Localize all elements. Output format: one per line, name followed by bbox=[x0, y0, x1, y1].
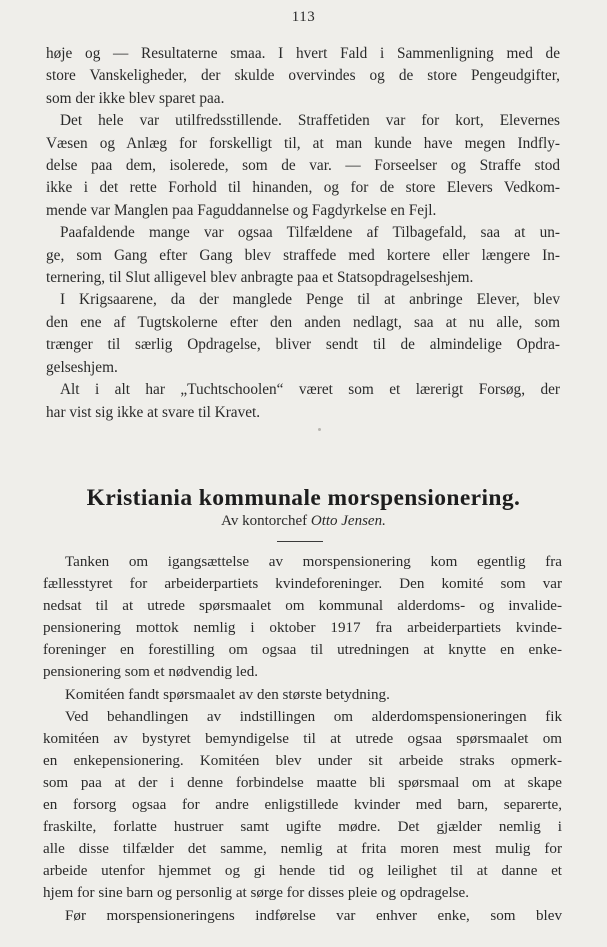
article-body bbox=[43, 551, 562, 927]
text-line: har vist sig ikke at svare til Kravet. bbox=[46, 403, 261, 421]
text-line: Ved behandlingen av indstillingen om alderdomspensioneringen fik bbox=[65, 708, 562, 725]
text-line: ge, som Gang efter Gang blev straffede med kortere eller længere In- bbox=[46, 246, 560, 264]
text-line: hjem for sine barn og personlig at sørge for disses pleie og opdragelse. bbox=[43, 885, 470, 902]
text-line: fællesstyret for arbeiderpartiets kvindeforeninger. Den komité som var bbox=[43, 576, 562, 593]
print-speck bbox=[318, 428, 321, 431]
text-line: alle disse tilfælder det samme, nemlig at frita moren mest mulig for bbox=[43, 841, 562, 858]
text-line: en forsorg ogsaa for andre enligstillede kvinder med barn, separerte, bbox=[43, 797, 562, 814]
text-line: høje og — Resultaterne smaa. I hvert Fald i Sammenligning med de bbox=[46, 45, 560, 62]
text-line: nedsat til at utrede spørsmaalet om kommunal alderdoms- og invalide- bbox=[43, 598, 562, 615]
text-line: en enkepensionering. Komitéen blev under sit arbeide straks opmerk- bbox=[43, 752, 562, 769]
text-line: Paafaldende mange var ogsaa Tilfældene af Tilbagefald, saa at un- bbox=[60, 224, 560, 242]
text-line: Alt i alt har „Tuchtschoolen“ været som et lærerigt Forsøg, der bbox=[60, 381, 560, 399]
text-line: delse paa dem, isolerede, som de var. — Forseelser og Straffe stod bbox=[46, 157, 560, 175]
byline-author: Otto Jensen. bbox=[310, 513, 386, 529]
text-line: som paa at der i denne forbindelse maatte bli spørsmaal om at skape bbox=[43, 774, 562, 791]
byline-prefix: Av kontorchef bbox=[221, 513, 308, 529]
text-line: som der ikke blev sparet paa. bbox=[46, 89, 225, 107]
text-line: Det hele var utilfredsstillende. Straffetiden var for kort, Elevernes bbox=[60, 112, 560, 130]
text-line: I Krigsaarene, da der manglede Penge til at anbringe Elever, blev bbox=[60, 291, 560, 309]
text-line: komitéen av bystyret bemyndigelse til at utrede ogsaa spørsmaalet om bbox=[43, 730, 562, 747]
text-line: Væsen og Anlæg for forskelligt til, at man kunde have megen Indfly- bbox=[46, 134, 560, 152]
text-line: foreninger en forestilling om ogsaa til utredningen at knytte en enke- bbox=[43, 642, 562, 659]
text-line: fraskilte, forlatte hustruer samt ugifte mødre. Det gjælder nemlig i bbox=[43, 819, 562, 836]
text-line: gelseshjem. bbox=[46, 358, 118, 376]
text-line: pensionering mottok nemlig i oktober 1917 fra arbeiderpartiets kvinde- bbox=[43, 620, 562, 637]
text-line: pensionering som et nødvendig led. bbox=[43, 664, 259, 681]
text-line: ternering, til Slut alligevel blev anbragte paa et Statsopdragelseshjem. bbox=[46, 269, 474, 287]
text-line: Tanken om igangsættelse av morspensionering kom egentlig fra bbox=[65, 554, 562, 570]
text-line: den ene af Tugtskolerne efter den anden nedlagt, saa at nu alle, som bbox=[46, 313, 560, 331]
page-number: 113 bbox=[291, 9, 316, 25]
text-line: Komitéen fandt spørsmaalet av den største betydning. bbox=[65, 686, 390, 703]
text-line: ikke i det rette Forhold til hinanden, og for de store Elevers Vedkom- bbox=[46, 179, 560, 197]
article-title: Kristiania kommunale morspensionering. bbox=[86, 485, 521, 511]
previous-article-text bbox=[46, 43, 560, 424]
text-line: arbeide utenfor hjemmet og gi hende tid og leilighet til at danne et bbox=[43, 863, 562, 880]
text-line: trænger til særlig Opdragelse, bliver sendt til de almindelige Opdra- bbox=[46, 336, 560, 354]
text-line: store Vanskeligheder, der skulde overvindes og de store Pengeudgifter, bbox=[46, 67, 560, 85]
article-byline bbox=[0, 513, 607, 530]
text-line: mende var Manglen paa Faguddannelse og Fagdyrkelse en Fejl. bbox=[46, 201, 437, 219]
title-divider bbox=[277, 541, 323, 542]
text-line: Før morspensioneringens indførelse var enhver enke, som blev bbox=[65, 907, 562, 924]
